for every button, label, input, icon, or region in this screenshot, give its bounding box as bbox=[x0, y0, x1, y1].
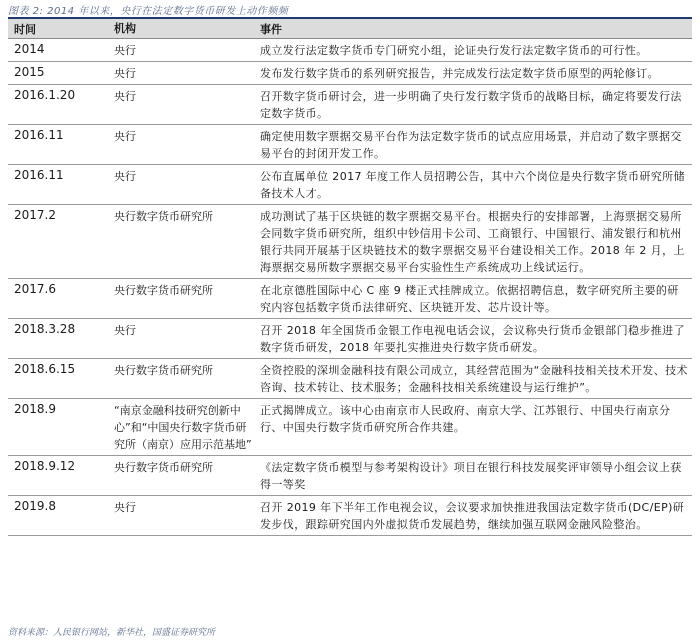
row-time: 2016.11 bbox=[8, 125, 100, 165]
table-row bbox=[8, 165, 692, 205]
header-org: 机构 bbox=[100, 19, 256, 39]
row-org: 央行 bbox=[100, 496, 256, 536]
row-org: 央行数字货币研究所 bbox=[100, 205, 256, 279]
row-time: 2016.1.20 bbox=[8, 85, 100, 125]
row-event: 确定使用数字票据交易平台作为法定数字货币的试点应用场景，并启动了数字票据交易平台的封闭开发工作。 bbox=[256, 125, 692, 165]
row-event: 召开 2019 年下半年工作电视会议，会议要求加快推进我国法定数字货币(DC/EP)研发步伐，跟踪研究国内外虚拟货币发展趋势，继续加强互联网金融风险整治。 bbox=[256, 496, 692, 536]
row-time: 2017.2 bbox=[8, 205, 100, 279]
row-org: 央行 bbox=[100, 85, 256, 125]
row-event: 公布直属单位 2017 年度工作人员招聘公告，其中六个岗位是央行数字货币研究所储备技术人才。 bbox=[256, 165, 692, 205]
figure-caption: 图表 2: 2014 年以来，央行在法定数字货币研发上动作频频 bbox=[8, 6, 289, 17]
table-row bbox=[8, 205, 692, 279]
table-row bbox=[8, 39, 692, 62]
row-time: 2018.6.15 bbox=[8, 359, 100, 399]
row-event: 召开数字货币研讨会，进一步明确了央行发行数字货币的战略目标，确定将要发行法定数字货币。 bbox=[256, 85, 692, 125]
row-event: 《法定数字货币模型与参考架构设计》项目在银行科技发展奖评审领导小组会议上获得一等奖 bbox=[256, 456, 692, 496]
events-table bbox=[8, 19, 692, 536]
source-note: 资料来源：人民银行网站，新华社，国盛证券研究所 bbox=[8, 628, 216, 638]
row-time: 2018.9.12 bbox=[8, 456, 100, 496]
table-row bbox=[8, 456, 692, 496]
row-event: 成立发行法定数字货币专门研究小组，论证央行发行法定数字货币的可行性。 bbox=[256, 39, 692, 62]
row-event: 召开 2018 年全国货币金银工作电视电话会议，会议称央行货币金银部门稳步推进了数字货币研发，2018 年要扎实推进央行数字货币研发。 bbox=[256, 319, 692, 359]
row-time: 2018.9 bbox=[8, 399, 100, 456]
table-row bbox=[8, 279, 692, 319]
table-row bbox=[8, 85, 692, 125]
row-event: 全资控股的深圳金融科技有限公司成立，其经营范围为“金融科技相关技术开发、技术咨询、技术转让、技术服务；金融科技相关系统建设与运行维护”。 bbox=[256, 359, 692, 399]
header-time: 时间 bbox=[8, 19, 100, 39]
row-time: 2014 bbox=[8, 39, 100, 62]
header-event: 事件 bbox=[256, 19, 692, 39]
row-time: 2017.6 bbox=[8, 279, 100, 319]
table-row bbox=[8, 319, 692, 359]
table-row bbox=[8, 399, 692, 456]
row-org: 央行数字货币研究所 bbox=[100, 359, 256, 399]
row-event: 正式揭牌成立。该中心由南京市人民政府、南京大学、江苏银行、中国央行南京分行、中国央行数字货币研究所合作共建。 bbox=[256, 399, 692, 456]
row-time: 2015 bbox=[8, 62, 100, 85]
row-org: 央行数字货币研究所 bbox=[100, 456, 256, 496]
row-org: 央行 bbox=[100, 62, 256, 85]
table-row bbox=[8, 359, 692, 399]
table-row bbox=[8, 62, 692, 85]
row-org: 央行数字货币研究所 bbox=[100, 279, 256, 319]
table-header-row bbox=[8, 19, 692, 39]
row-org: 央行 bbox=[100, 165, 256, 205]
row-event: 在北京德胜国际中心 C 座 9 楼正式挂牌成立。依据招聘信息，数字研究所主要的研究内容包括数字货币法律研究、区块链开发、芯片设计等。 bbox=[256, 279, 692, 319]
row-org: “南京金融科技研究创新中心”和“中国央行数字货币研究所（南京）应用示范基地” bbox=[100, 399, 256, 456]
row-time: 2016.11 bbox=[8, 165, 100, 205]
row-event: 成功测试了基于区块链的数字票据交易平台。根据央行的安排部署，上海票据交易所会同数字货币研究所，组织中钞信用卡公司、工商银行、中国银行、浦发银行和杭州银行共同开展基于区块链技术的数字票据交易平台建设相关工作。2018 年 2 月，上海票据交易所数字票据交易平台实验性生产系统成功上线试运行。 bbox=[256, 205, 692, 279]
row-org: 央行 bbox=[100, 125, 256, 165]
row-event: 发布发行数字货币的系列研究报告，并完成发行法定数字货币原型的两轮修订。 bbox=[256, 62, 692, 85]
table-row bbox=[8, 125, 692, 165]
row-org: 央行 bbox=[100, 39, 256, 62]
row-org: 央行 bbox=[100, 319, 256, 359]
row-time: 2019.8 bbox=[8, 496, 100, 536]
row-time: 2018.3.28 bbox=[8, 319, 100, 359]
table-row bbox=[8, 496, 692, 536]
